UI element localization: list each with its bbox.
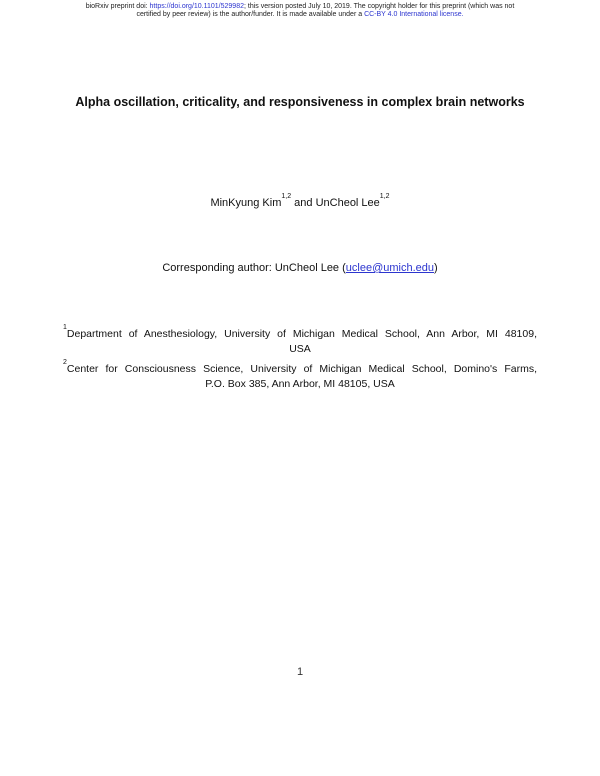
author-name-2: and UnCheol Lee — [291, 197, 380, 209]
affiliation-2-text: Center for Consciousness Science, University of Michigan Medical School, Domino's Farms, — [66, 363, 537, 375]
affiliation-1-text: Department of Anesthesiology, University of Michigan Medical School, Ann Arbor, MI 48109, — [66, 328, 537, 340]
affiliation-1-line-2: USA — [289, 343, 311, 355]
paper-title: Alpha oscillation, criticality, and responsiveness in complex brain networks — [75, 95, 525, 109]
banner-text: ; this version posted July 10, 2019. The copyright holder for this preprint (which was not — [243, 3, 515, 10]
affiliation-2-superscript: 2 — [63, 359, 67, 366]
author-1-affiliation-superscript: 1,2 — [281, 192, 292, 200]
email-link[interactable]: uclee@umich.edu — [345, 262, 434, 274]
authors-line — [63, 192, 537, 211]
banner-text: bioRxiv preprint doi: — [85, 3, 150, 10]
corresponding-author-text: Corresponding author: UnCheol Lee ( — [162, 262, 346, 274]
banner-line-1 — [0, 3, 600, 11]
affiliation-2 — [63, 359, 537, 392]
author-name-1: MinKyung Kim — [210, 197, 282, 209]
doi-link[interactable]: https://doi.org/10.1101/529982 — [149, 3, 244, 10]
license-link[interactable]: CC-BY 4.0 International license. — [364, 11, 464, 18]
biorxiv-banner — [0, 3, 600, 19]
affiliation-2-line-1 — [63, 359, 537, 377]
banner-line-2 — [0, 11, 600, 19]
affiliation-1-superscript: 1 — [63, 324, 67, 331]
corresponding-author-text-suffix: ) — [434, 262, 438, 274]
affiliation-1-line-1 — [63, 324, 537, 342]
banner-text: certified by peer review) is the author/funder. It is made available under a — [136, 11, 365, 18]
author-2-affiliation-superscript: 1,2 — [379, 192, 390, 200]
affiliation-2-line-2: P.O. Box 385, Ann Arbor, MI 48105, USA — [205, 378, 395, 390]
corresponding-author-line — [63, 261, 537, 276]
page-number: 1 — [296, 666, 304, 678]
affiliation-1 — [63, 324, 537, 357]
